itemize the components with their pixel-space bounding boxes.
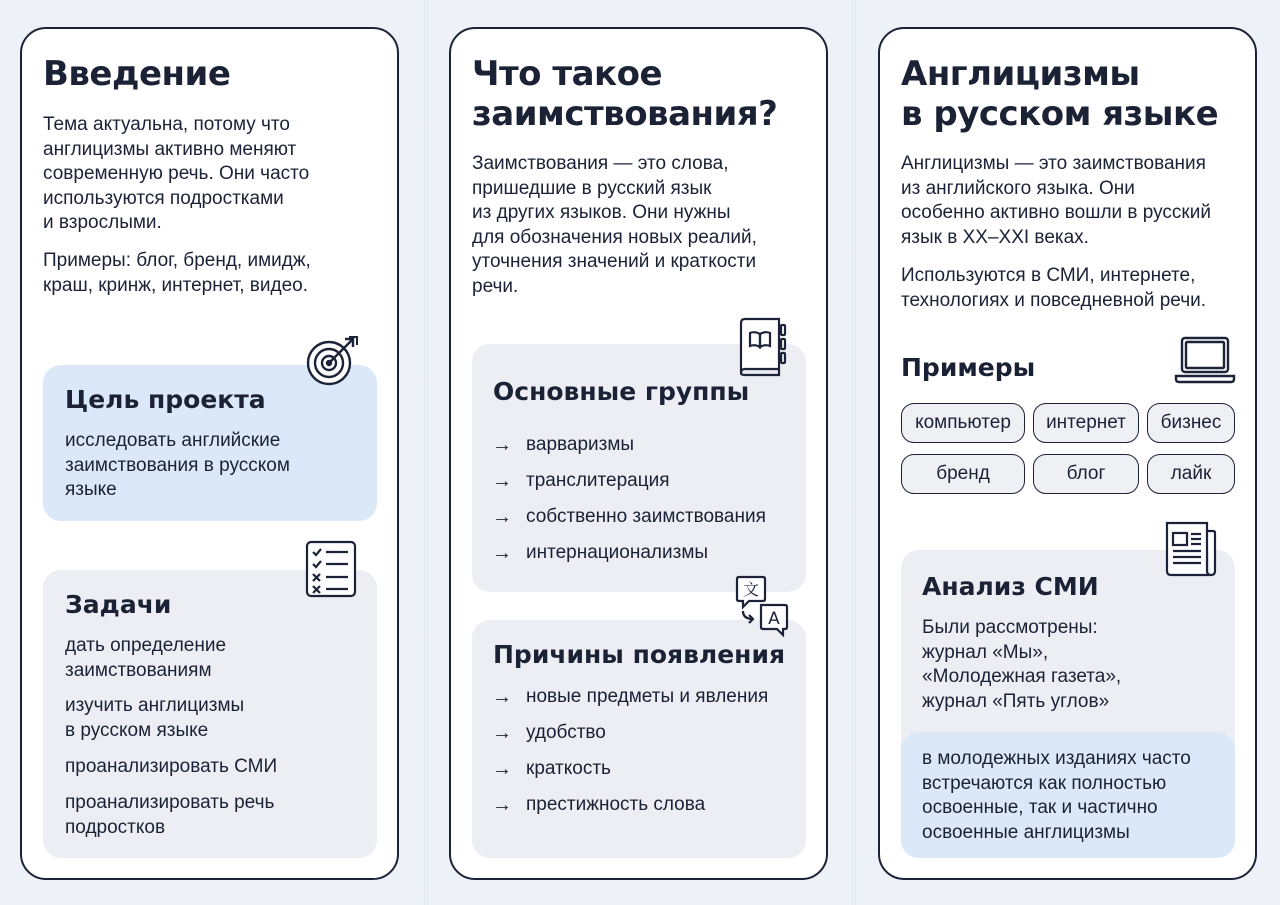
list-item: → новые предметы и явления: [492, 679, 768, 715]
panel-title: Введение: [43, 54, 231, 94]
tasks-box: [43, 570, 377, 858]
panel-title: Англицизмы в русском языке: [901, 54, 1219, 134]
example-word-pill: бренд: [901, 454, 1025, 494]
translate-icon: [735, 575, 791, 637]
laptop-icon: [1174, 336, 1236, 384]
examples-text: Примеры: блог, бренд, имидж, краш, кринж, интернет, видео.: [43, 250, 311, 296]
svg-text:文: 文: [742, 580, 760, 599]
list-item: → удобство: [492, 715, 768, 751]
example-word-pill: бизнес: [1147, 403, 1235, 443]
list-item: → собственно заимствования: [492, 499, 766, 535]
panel-introduction: [20, 27, 399, 880]
media-title: Анализ СМИ: [922, 572, 1099, 601]
fold-line-left: [424, 0, 428, 905]
list-item: → транслитерация: [492, 463, 766, 499]
example-word-pill: блог: [1033, 454, 1139, 494]
checklist-icon: [305, 540, 359, 598]
list-item: → интернационализмы: [492, 535, 766, 571]
book-icon: [737, 317, 787, 377]
fold-line-right: [852, 0, 856, 905]
task-item: проанализировать речь подростков: [65, 792, 275, 838]
examples-title: Примеры: [901, 353, 1036, 382]
reasons-list: [492, 679, 768, 823]
list-item: → варваризмы: [492, 427, 766, 463]
media-text: Были рассмотрены: журнал «Мы», «Молодежная газета», журнал «Пять углов»: [922, 617, 1122, 712]
svg-text:A: A: [768, 609, 780, 629]
reasons-box: [472, 620, 806, 858]
conclusion-text: в молодежных изданиях часто встречаются как полностью освоенные, так и частично освоенные англицизмы: [922, 748, 1191, 843]
arrow-right-icon: →: [492, 434, 512, 456]
task-item: дать определение заимствованиям: [65, 635, 227, 681]
arrow-right-icon: →: [492, 542, 512, 564]
media-box: [901, 550, 1235, 858]
example-word-pill: лайк: [1147, 454, 1235, 494]
usage-text: Используются в СМИ, интернете, технологиях и повседневной речи.: [901, 265, 1207, 311]
intro-text: Англицизмы — это заимствования из английского языка. Они особенно активно вошли в русский язык в XX–XXI веках.: [901, 153, 1211, 248]
newspaper-icon: [1163, 521, 1219, 577]
goal-title: Цель проекта: [65, 385, 266, 414]
panel-anglicisms: [878, 27, 1257, 880]
arrow-right-icon: →: [492, 758, 512, 780]
groups-box: [472, 344, 806, 592]
intro-text: Тема актуальна, потому что англицизмы активно меняют современную речь. Они часто используются подростками и взрослыми.: [43, 114, 310, 233]
target-icon: [305, 333, 361, 389]
arrow-right-icon: →: [492, 470, 512, 492]
panel-title: Что такое заимствования?: [472, 54, 778, 134]
task-item: изучить англицизмы в русском языке: [65, 695, 245, 741]
example-word-pill: интернет: [1033, 403, 1139, 443]
groups-list: [492, 427, 766, 571]
goal-text: исследовать английские заимствования в русском языке: [65, 430, 290, 500]
arrow-right-icon: →: [492, 686, 512, 708]
intro-text: Заимствования — это слова, пришедшие в русский язык из других языков. Они нужны для обозначения новых реалий, уточнения значений и краткости речи.: [472, 153, 757, 297]
example-word-pill: компьютер: [901, 403, 1025, 443]
arrow-right-icon: →: [492, 506, 512, 528]
reasons-title: Причины появления: [493, 640, 786, 669]
conclusion-box: [901, 732, 1235, 858]
arrow-right-icon: →: [492, 722, 512, 744]
tasks-title: Задачи: [65, 590, 172, 619]
arrow-right-icon: →: [492, 794, 512, 816]
task-item: проанализировать СМИ: [65, 756, 278, 777]
list-item: → краткость: [492, 751, 768, 787]
panel-borrowings: [449, 27, 828, 880]
list-item: → престижность слова: [492, 787, 768, 823]
groups-title: Основные группы: [493, 377, 750, 406]
